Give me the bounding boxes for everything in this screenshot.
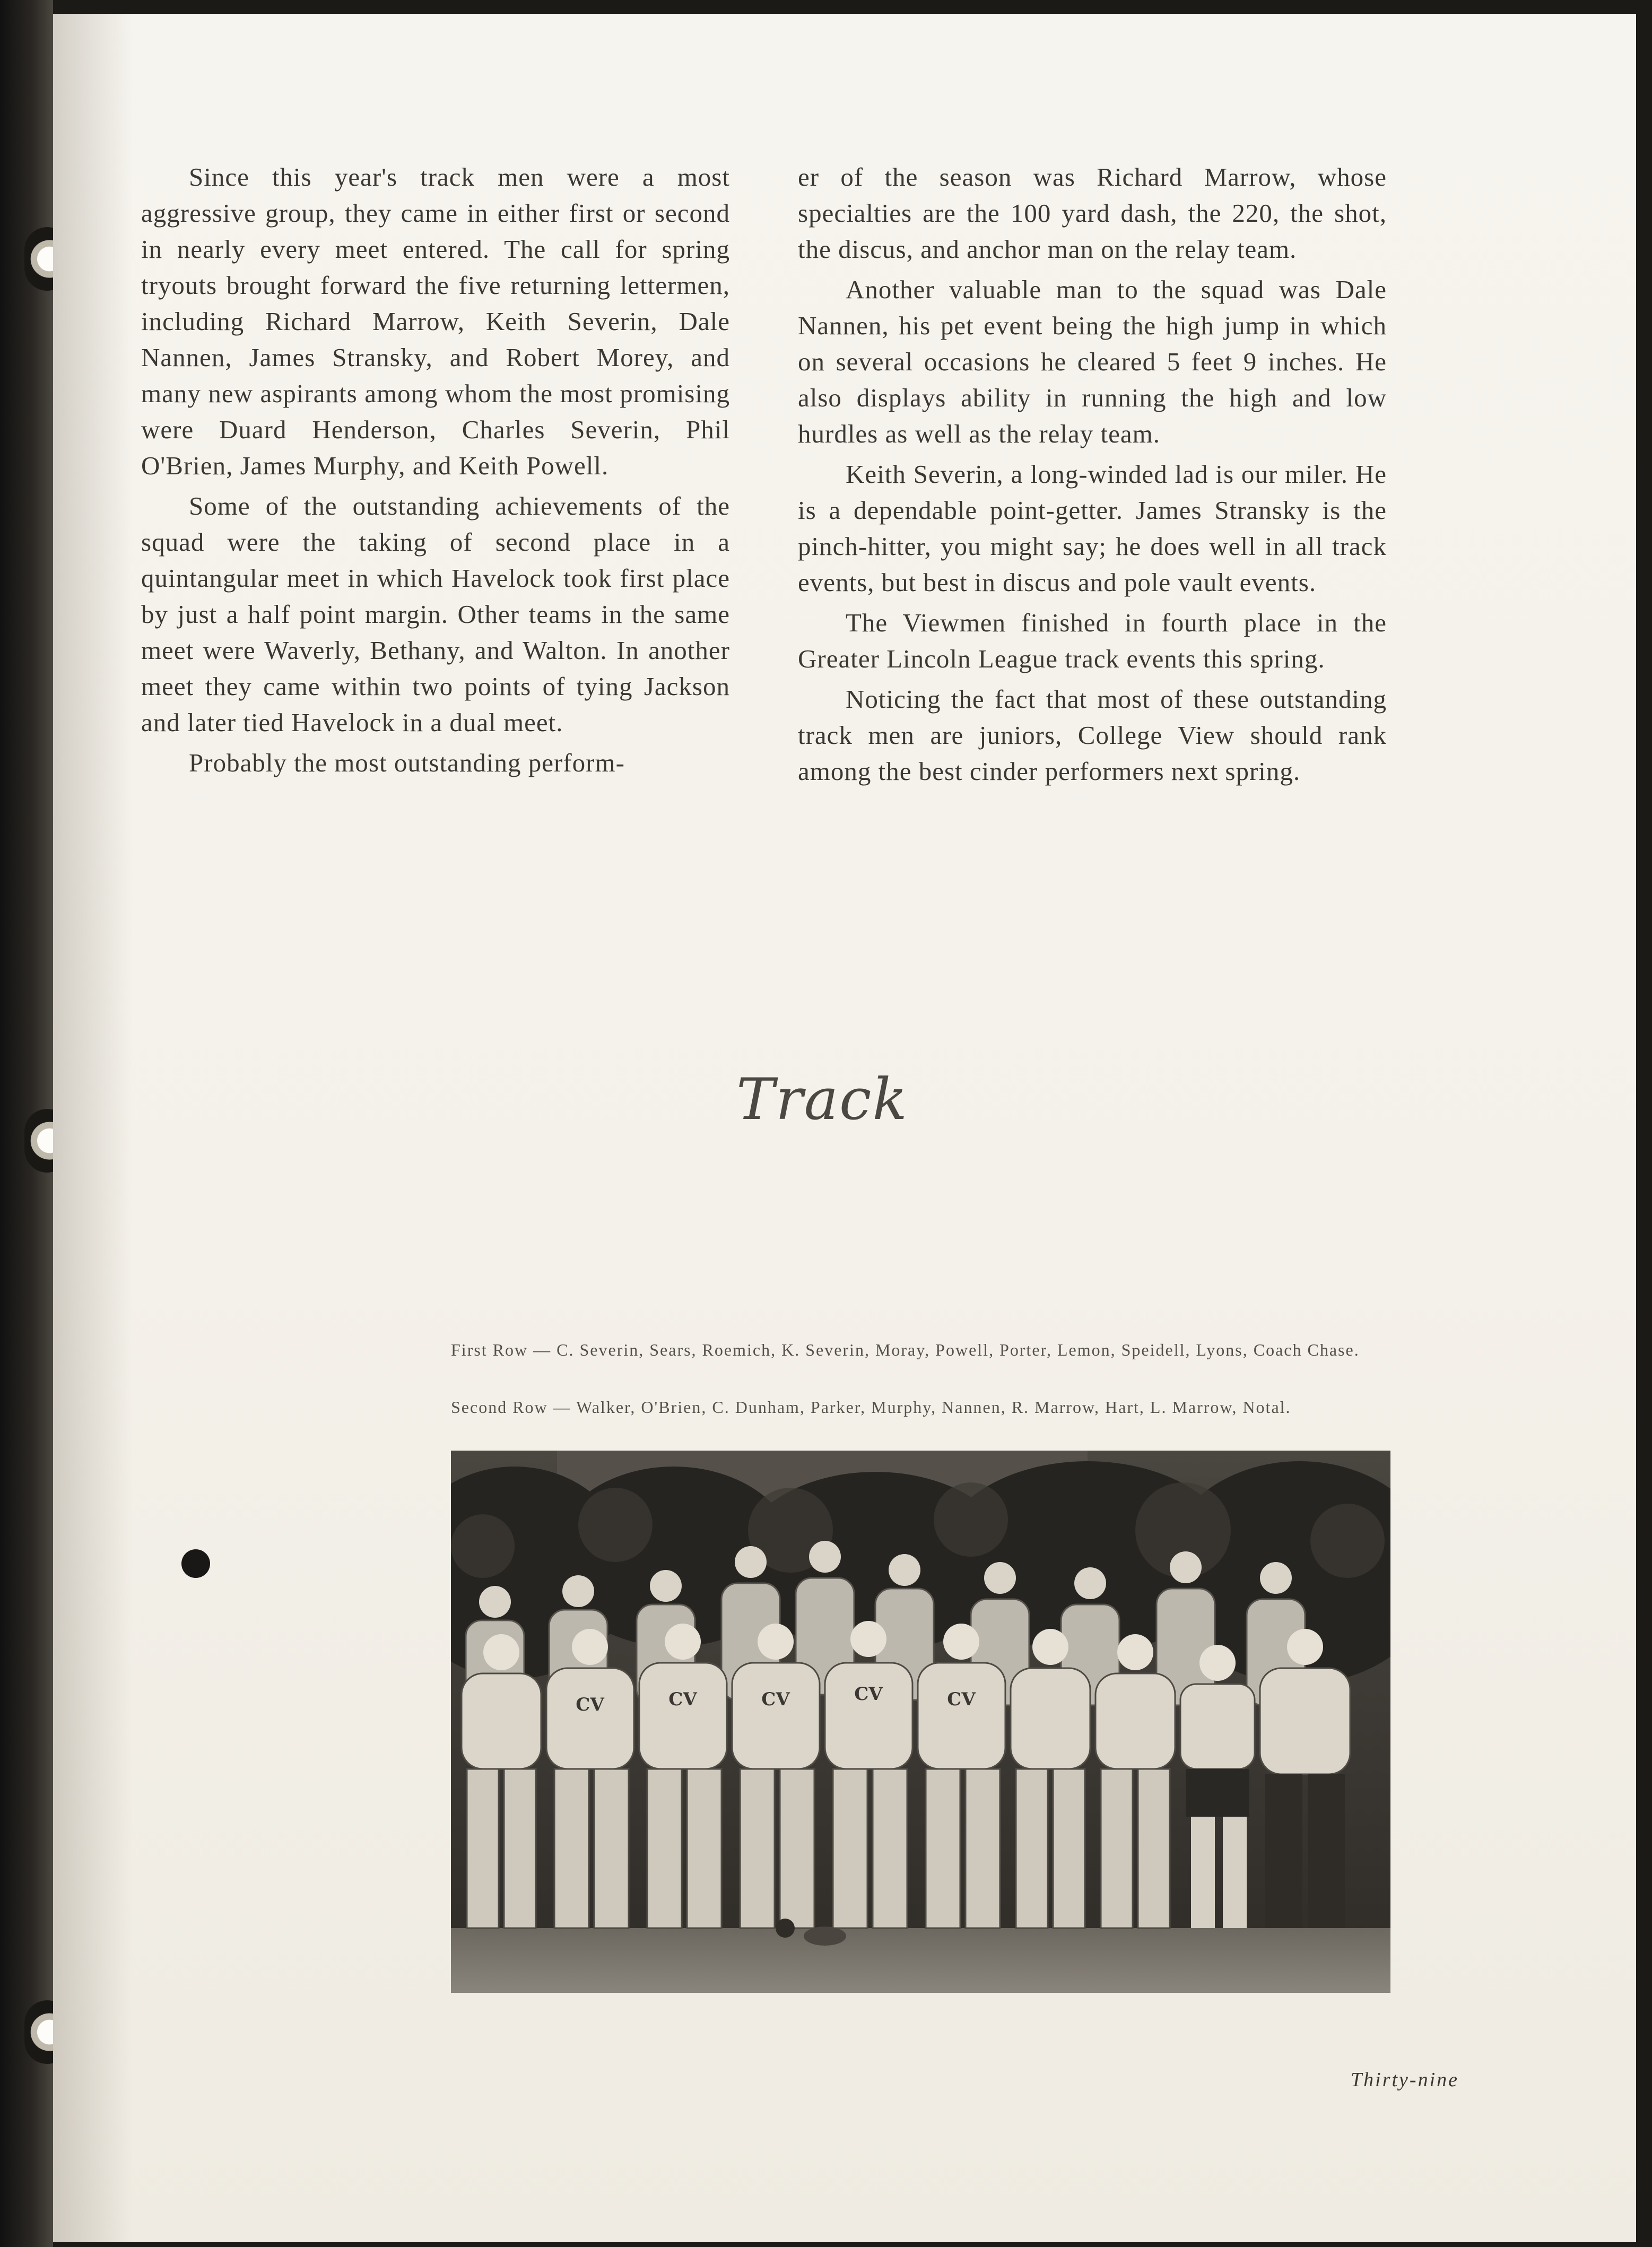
- sweater-letters: CV: [576, 1694, 604, 1715]
- team-photo-image: [451, 1451, 1390, 1993]
- sweater-letters: CV: [854, 1684, 883, 1705]
- paragraph: Probably the most outstanding perform-: [189, 748, 625, 777]
- team-photo: [451, 1451, 1390, 1993]
- page-number: Thirty-nine: [1351, 2069, 1459, 2091]
- page-gutter-shadow: [53, 14, 133, 2242]
- paragraph: Another valuable man to the squad was Dale Nannen, his pet event being the high jump in which on several occasions he cleared 5 feet 9 inches. He also displays ability in running the high and low hurdles as well as the relay team.: [798, 275, 1387, 448]
- caption-names: C. Severin, Sears, Roemich, K. Severin, Moray, Powell, Porter, Lemon, Speidell, Lyons, Coach Chase.: [557, 1340, 1360, 1359]
- sweater-letters: CV: [947, 1689, 976, 1710]
- sweater-letters: CV: [668, 1689, 697, 1710]
- paragraph: Some of the outstanding achievements of the squad were the taking of second place in a quintangular meet in which Havelock took first place by just a half point margin. Other teams in the same meet were Waverly, Bethany, and Walton. In another meet they came within two points of tying Jackson and later tied Havelock in a dual meet.: [141, 491, 730, 737]
- sweater-letters: CV: [761, 1689, 790, 1710]
- paragraph: Since this year's track men were a most aggressive group, they came in either first or second in nearly every meet entered. The call for spring tryouts brought forward the five returning lettermen, including Richard Marrow, Keith Severin, Dale Nannen, James Stransky, and Robert Morey, and many new aspirants among whom the most promising were Duard Henderson, Charles Severin, Phil O'Brien, James Murphy, and Keith Powell.: [141, 162, 730, 480]
- caption-label: First Row —: [451, 1340, 552, 1359]
- paragraph: er of the season was Richard Marrow, whose specialties are the 100 yard dash, the 220, the shot, the discus, and anchor man on the relay team.: [798, 162, 1387, 264]
- paragraph: The Viewmen finished in fourth place in the Greater Lincoln League track events this spring.: [798, 608, 1387, 673]
- photo-caption-second-row: [451, 1394, 1459, 1420]
- paragraph: Noticing the fact that most of these outstanding track men are juniors, College View should rank among the best cinder performers next spring.: [798, 684, 1387, 786]
- caption-label: Second Row —: [451, 1398, 571, 1417]
- article-right-column: [798, 159, 1387, 794]
- article-left-column: [141, 159, 730, 785]
- punch-hole: [181, 1549, 210, 1578]
- section-title: Track: [736, 1066, 908, 1133]
- photo-caption-first-row: [451, 1337, 1459, 1363]
- caption-names: Walker, O'Brien, C. Dunham, Parker, Murphy, Nannen, R. Marrow, Hart, L. Marrow, Notal.: [576, 1398, 1291, 1417]
- paragraph: Keith Severin, a long-winded lad is our miler. He is a dependable point-getter. James Stransky is the pinch-hitter, you might say; he does well in all track events, but best in discus and pole vault events.: [798, 459, 1387, 597]
